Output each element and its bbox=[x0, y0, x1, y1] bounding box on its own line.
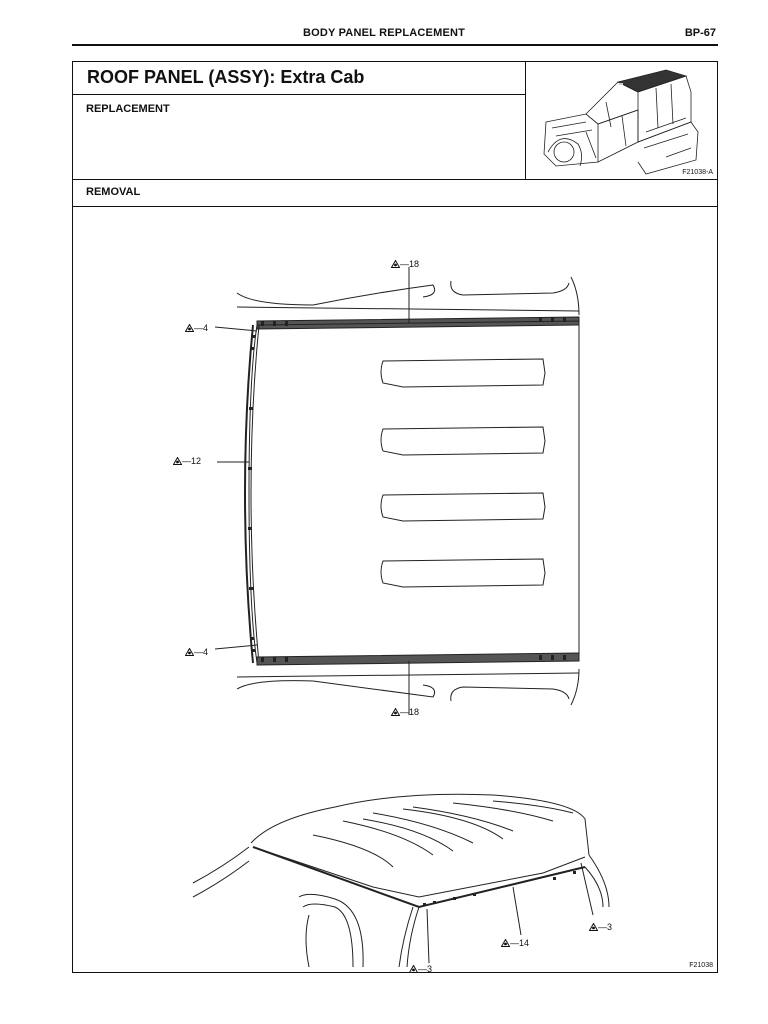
callout-top bbox=[391, 259, 419, 269]
callout-label: —14 bbox=[510, 938, 530, 948]
callout-label: —4 bbox=[194, 647, 209, 657]
callout-label: —18 bbox=[400, 707, 420, 717]
callout-side-rear bbox=[589, 922, 612, 932]
section-title: BODY PANEL REPLACEMENT bbox=[302, 27, 466, 39]
procedure-title: ROOF PANEL (ASSY): Extra Cab bbox=[87, 67, 365, 87]
vehicle-thumbnail bbox=[526, 62, 717, 179]
torque-icon bbox=[409, 965, 418, 973]
vehicle-body-illustration bbox=[526, 62, 717, 179]
removal-diagram bbox=[73, 207, 717, 972]
roof-panel-drawing bbox=[73, 207, 717, 972]
procedure-frame bbox=[72, 61, 718, 973]
torque-icon bbox=[391, 260, 400, 268]
callout-label: —18 bbox=[400, 259, 420, 269]
callout-front-left-lower bbox=[185, 647, 208, 657]
callout-label: —4 bbox=[194, 323, 209, 333]
callout-front-left-upper bbox=[185, 323, 208, 333]
torque-icon bbox=[589, 923, 598, 931]
thumbnail-figure-code: F21038-A bbox=[682, 169, 713, 176]
callout-front-middle bbox=[173, 456, 201, 466]
removal-heading-row bbox=[73, 179, 717, 207]
callout-side-front bbox=[409, 964, 432, 974]
callout-label: —3 bbox=[598, 922, 613, 932]
torque-icon bbox=[391, 708, 400, 716]
procedure-subtitle: REPLACEMENT bbox=[86, 103, 170, 115]
torque-icon bbox=[185, 648, 194, 656]
procedure-title-cell bbox=[73, 62, 526, 95]
callout-side-middle bbox=[501, 938, 529, 948]
page-number: BP-67 bbox=[684, 27, 716, 39]
torque-icon bbox=[501, 939, 510, 947]
procedure-subtitle-cell bbox=[73, 95, 526, 179]
callout-label: —12 bbox=[182, 456, 202, 466]
main-figure-code: F21038 bbox=[689, 962, 713, 969]
callout-bottom bbox=[391, 707, 419, 717]
torque-icon bbox=[173, 457, 182, 465]
callout-label: —3 bbox=[418, 964, 433, 974]
removal-heading: REMOVAL bbox=[86, 186, 141, 198]
header-rule bbox=[72, 44, 718, 46]
torque-icon bbox=[185, 324, 194, 332]
